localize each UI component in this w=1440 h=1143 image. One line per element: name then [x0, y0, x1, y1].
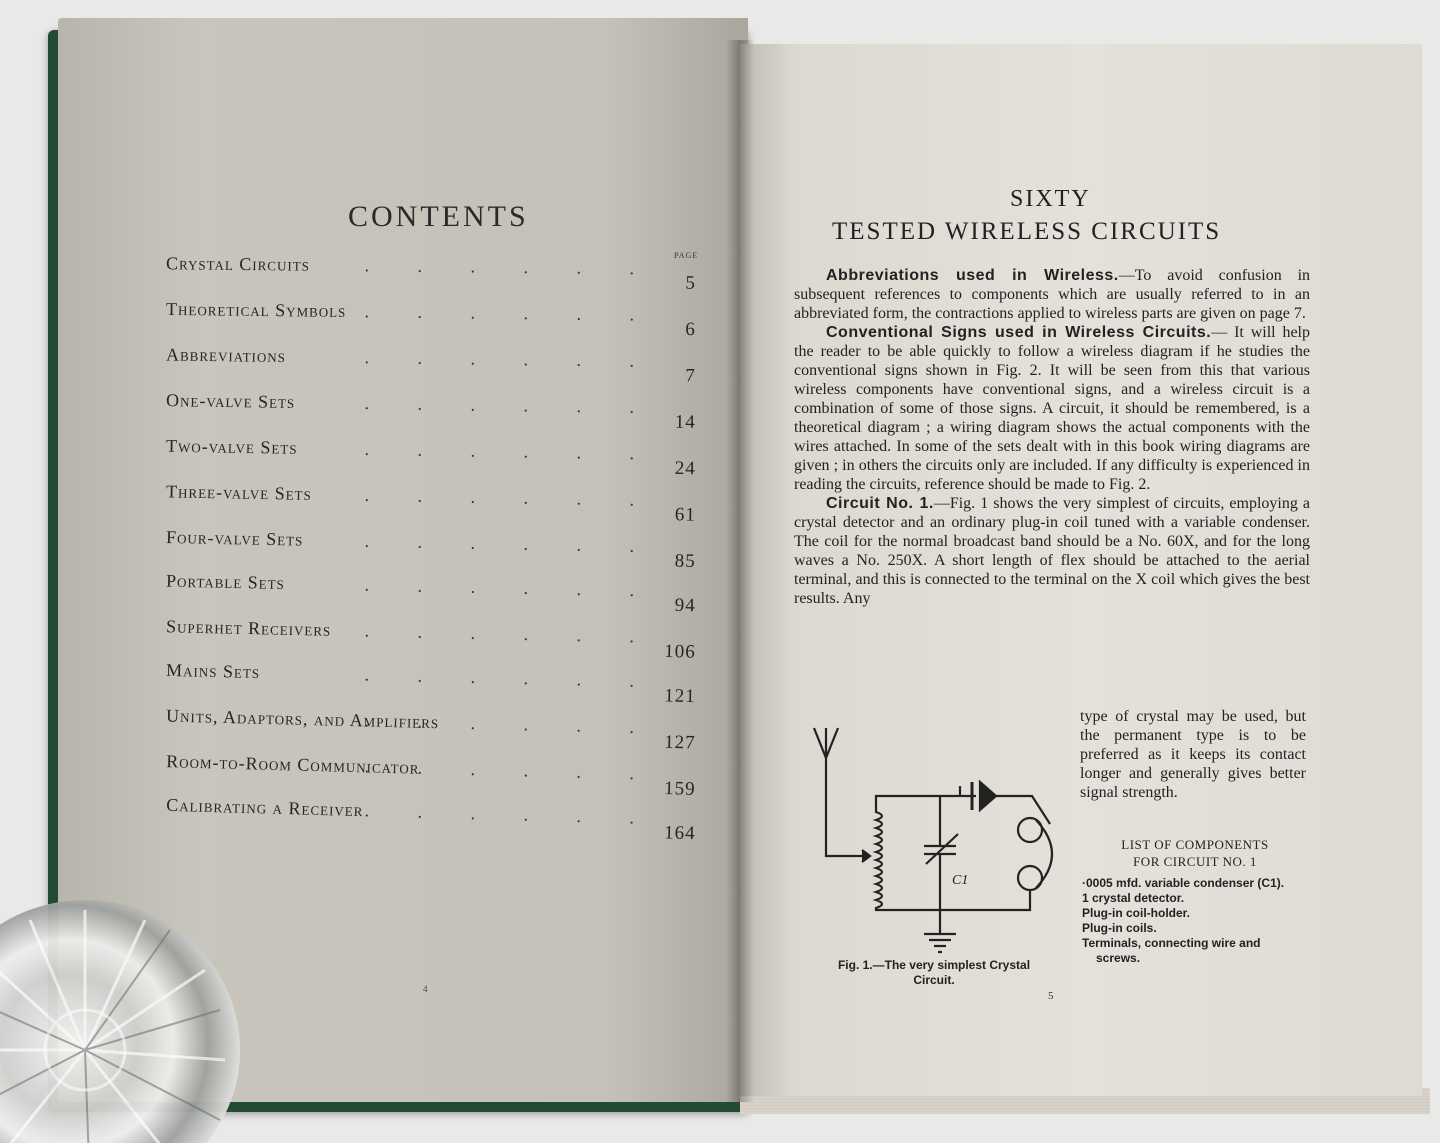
- paragraph-text: —To avoid confusion in subsequent references to components which are usually referred to in an abbreviated form, the contractions applied to wireless parts are given on page 7.: [794, 267, 1311, 322]
- toc-entry-page: 6: [685, 319, 696, 341]
- left-page-number: 4: [423, 984, 428, 994]
- component-item: 1 crystal detector.: [1082, 891, 1185, 905]
- coil-symbol: [876, 804, 940, 910]
- paragraph-lead: Abbreviations used in Wireless.: [826, 267, 1119, 284]
- book-gutter: [726, 40, 754, 1102]
- paragraph-conventional-signs: [794, 323, 1310, 494]
- toc-entry-label: Superhet Receivers: [165, 616, 332, 640]
- toc-entry: [165, 659, 697, 708]
- toc-entry-page: 106: [664, 641, 696, 663]
- toc-leader-dots: . . . . . .: [364, 756, 657, 784]
- toc-entry-label: Crystal Circuits: [165, 253, 311, 275]
- component-item: ·0005 mfd. variable condenser (C1).: [1082, 876, 1285, 890]
- component-item: Plug-in coils.: [1082, 921, 1157, 935]
- toc-leader-dots: . . . . . .: [364, 438, 657, 464]
- figure-caption-line2: Circuit.: [913, 973, 955, 987]
- toc-leader-dots: . . . . . .: [364, 484, 657, 510]
- toc-leader-dots: . . . . . .: [364, 664, 657, 692]
- toc-entry-label: Three-valve Sets: [165, 481, 313, 504]
- paragraph-text: — It will help the reader to be able quickly to follow a wireless diagram if he studies the conventional signs shown in Fig. 2. It will be seen from this that various wireless components have conventional signs, and a wireless circuit is a combination of some of those signs. A circuit, it should be remembered, is a theoretical diagram ; a wiring diagram shows the actual components with the wires attached. In some of the sets dealt with in this book wiring diagrams are given ; in others the circuits only are included. If any difficulty is experienced in reading the circuits, reference should be made to Fig. 2.: [794, 324, 1311, 493]
- glass-paperweight: [0, 900, 240, 1143]
- toc-entry-page: 14: [674, 411, 696, 433]
- toc-entry-label: Calibrating a Receiver: [165, 794, 364, 821]
- toc-entry: [165, 570, 696, 617]
- toc-entry-page: 164: [663, 822, 696, 845]
- earth-symbol: [924, 910, 956, 952]
- chapter-heading-line1: SIXTY: [1010, 186, 1091, 212]
- toc-leader-dots: . . . . . .: [364, 574, 657, 601]
- toc-entry-label: Portable Sets: [165, 570, 286, 594]
- toc-entry-page: 5: [685, 272, 696, 294]
- variable-condenser-symbol: [924, 796, 956, 910]
- side-text: type of crystal may be used, but the permanent type is to be preferred as it keeps its contact longer and generally gives better signal strength.: [1080, 708, 1306, 801]
- toc-entry: [165, 527, 696, 572]
- toc-entry: [165, 751, 697, 800]
- paragraph-lead: Circuit No. 1.: [826, 495, 934, 512]
- toc-entry-label: Theoretical Symbols: [165, 298, 347, 321]
- toc-leader-dots: . . . . . .: [364, 347, 657, 371]
- components-heading: [1080, 836, 1310, 870]
- paragraph-text: —Fig. 1 shows the very simplest of circuits, employing a crystal detector and an ordinary plug-in coil tuned with a variable condenser. The coil for the normal broadcast band should be a No. 60X, and for the long waves a No. 250X. A short length of flex should be attached to the aerial terminal, and this is connected to the terminal on the X coil which gives the best results. Any: [794, 495, 1310, 607]
- toc-entry-label: Abbreviations: [165, 344, 287, 367]
- toc-entry-label: Two-valve Sets: [165, 435, 298, 458]
- condenser-label: C1: [952, 873, 969, 888]
- body-text: [794, 266, 1310, 608]
- components-heading-line1: LIST OF COMPONENTS: [1121, 837, 1269, 852]
- toc-entry: [165, 298, 696, 341]
- toc-entry-page: 127: [663, 731, 696, 754]
- toc-entry-label: One-valve Sets: [165, 390, 296, 413]
- toc-entry-page: 121: [663, 685, 696, 708]
- toc-entry-page: 61: [674, 504, 696, 526]
- toc-entry: [165, 616, 697, 663]
- aerial-symbol: [814, 728, 856, 856]
- toc-entry: [165, 481, 696, 526]
- crystal-circuit-diagram: [800, 720, 1060, 958]
- toc-entry-label: Room-to-Room Communicator: [165, 751, 420, 778]
- circuits-page: [740, 44, 1422, 1096]
- toc-entry: [165, 344, 696, 387]
- toc-leader-dots: . . . . . .: [364, 301, 657, 325]
- components-heading-line2: FOR CIRCUIT NO. 1: [1133, 854, 1257, 869]
- toc-entry: [165, 705, 697, 754]
- toc-leader-dots: . . . . . .: [364, 800, 657, 829]
- figure-caption: [794, 958, 1074, 988]
- toc-leader-dots: . . . . . .: [364, 255, 657, 279]
- figure-caption-line1: Fig. 1.—The very simplest Crystal: [837, 958, 1031, 972]
- toc-entry-page: 159: [663, 778, 696, 800]
- toc-entry-label: Mains Sets: [165, 659, 261, 683]
- toc-leader-dots: . . . . . .: [364, 393, 657, 418]
- paragraph-circuit-1: [794, 494, 1310, 608]
- toc-entry: [165, 794, 697, 845]
- toc-entry-page: 85: [674, 550, 696, 572]
- toc-entry-page: 94: [674, 594, 696, 617]
- toc-entry-page: 7: [685, 365, 696, 387]
- toc-leader-dots: . . . . . .: [364, 620, 657, 647]
- glass-facets: [0, 900, 240, 1143]
- toc-entry: [165, 390, 696, 433]
- paragraph-lead: Conventional Signs used in Wireless Circuits.: [826, 324, 1212, 341]
- toc-leader-dots: . . . . . .: [364, 710, 657, 738]
- contents-title: CONTENTS: [348, 200, 529, 233]
- toc-entry-page: 24: [674, 457, 696, 480]
- component-item: Plug-in coil-holder.: [1082, 906, 1190, 920]
- right-page-number: 5: [1048, 990, 1054, 1002]
- toc-entry-label: Four-valve Sets: [165, 527, 304, 550]
- paragraph-abbreviations: [794, 266, 1310, 323]
- toc-entry: [165, 435, 696, 480]
- component-item: Terminals, connecting wire and screws.: [1082, 936, 1261, 965]
- toc-leader-dots: . . . . . .: [364, 530, 657, 557]
- toc-entry-label: Units, Adaptors, and Amplifiers: [165, 705, 440, 733]
- chapter-heading-line2: TESTED WIRELESS CIRCUITS: [832, 218, 1222, 245]
- components-list: [1082, 876, 1300, 966]
- page-column-header: PAGE: [674, 251, 699, 260]
- toc-entry: [165, 251, 699, 294]
